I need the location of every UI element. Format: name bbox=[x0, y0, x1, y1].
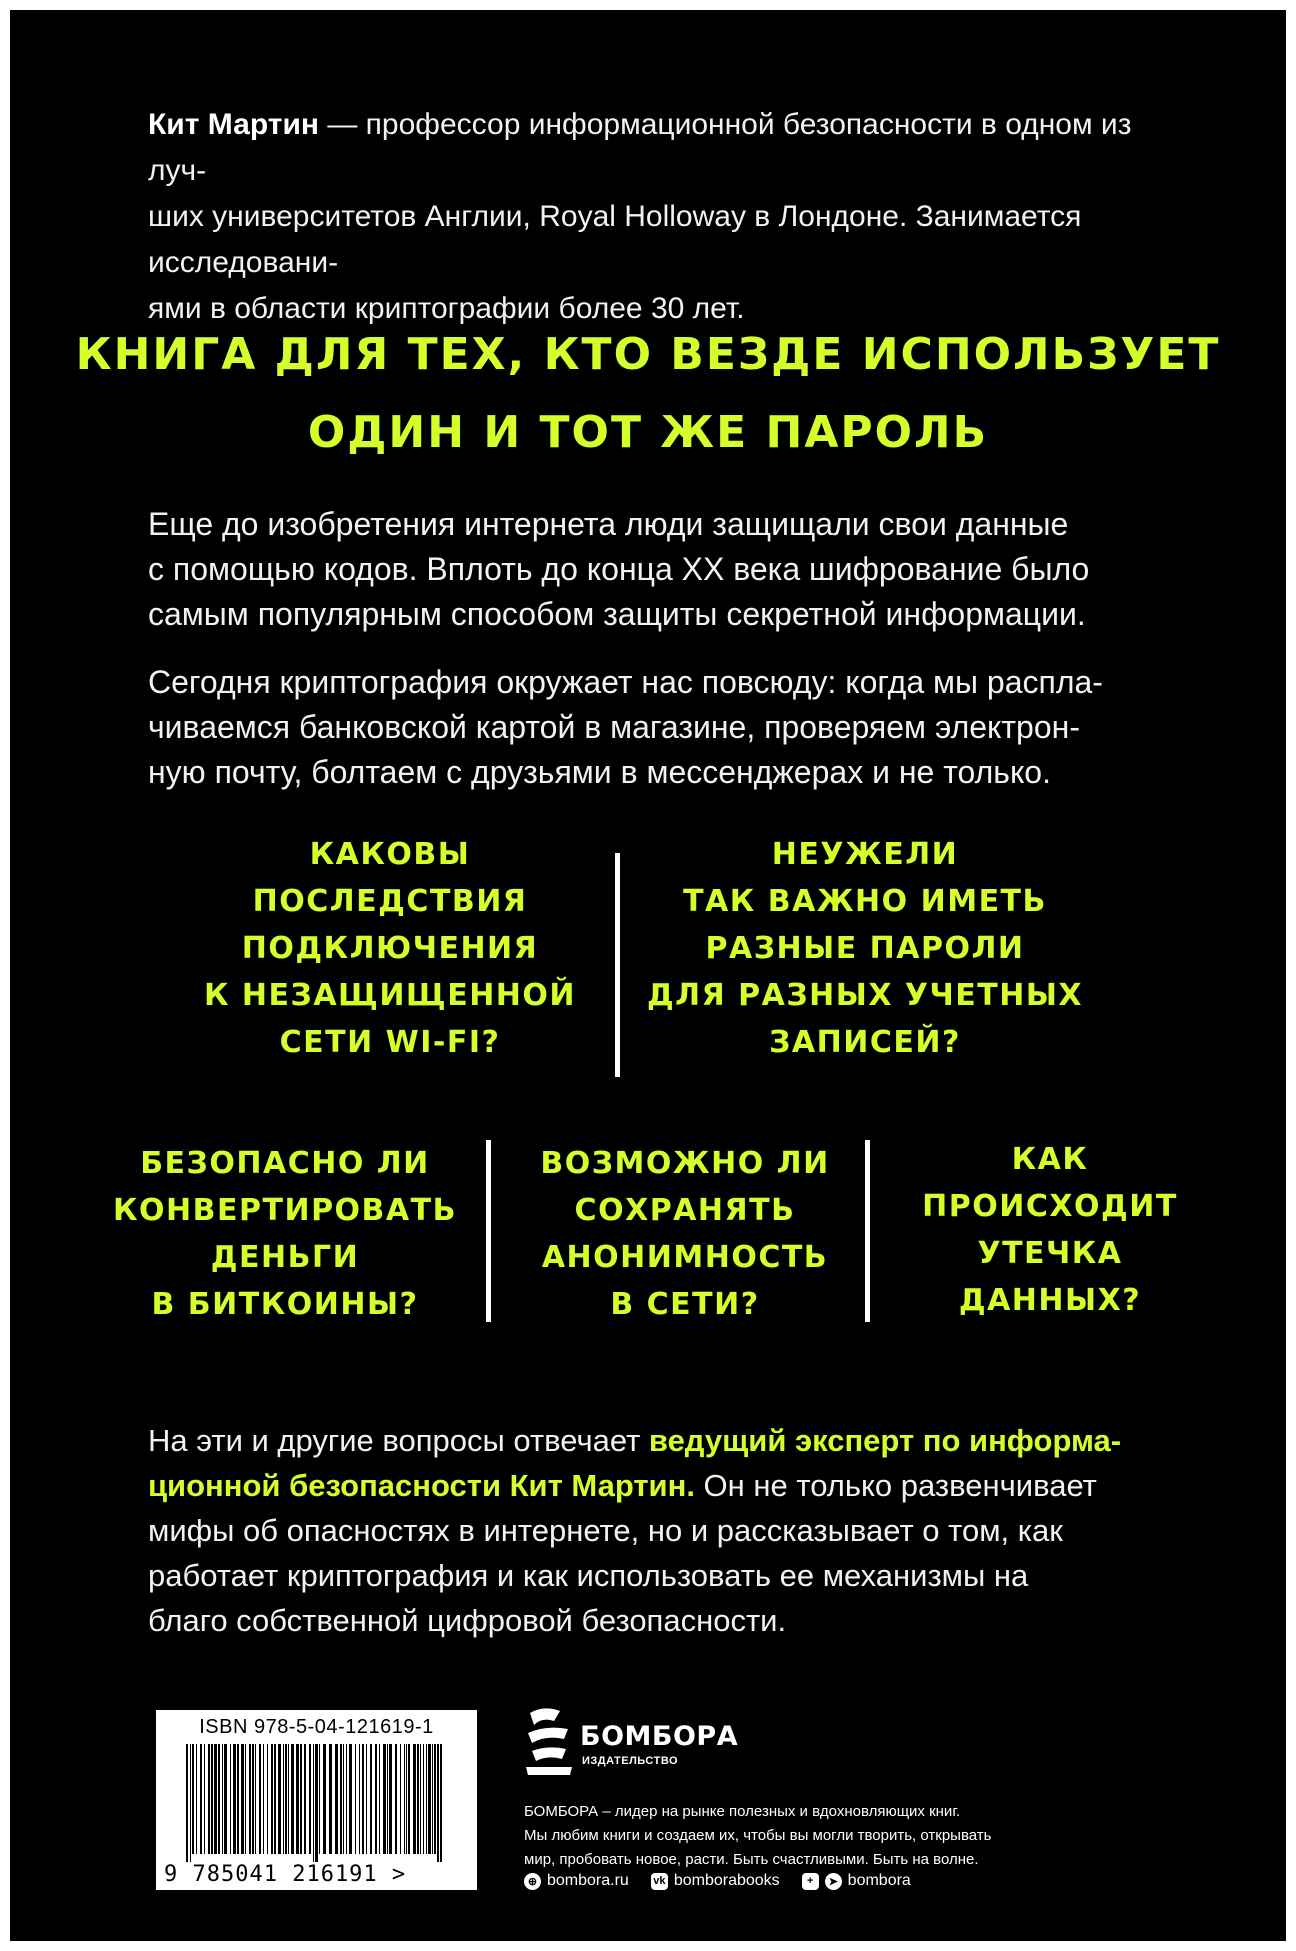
intro-p2-line: Сегодня криптография окружает нас повсюду: когда мы распла- bbox=[148, 664, 1103, 700]
intro-p1-line: Еще до изобретения интернета люди защищали свои данные bbox=[148, 506, 1069, 542]
telegram-link[interactable] bbox=[802, 1872, 911, 1890]
intro-p1-line: с помощью кодов. Вплоть до конца XX века шифрование было bbox=[148, 551, 1090, 587]
question-wifi bbox=[180, 831, 600, 1066]
question-anonymity bbox=[510, 1140, 860, 1328]
barcode-digits: 9 785041 216191 > bbox=[164, 1862, 407, 1887]
barcode-bar bbox=[214, 1744, 217, 1854]
question-line: БЕЗОПАСНО ЛИ bbox=[140, 1146, 430, 1181]
barcode-bar bbox=[186, 1744, 188, 1862]
question-data-leak bbox=[890, 1136, 1210, 1324]
globe-icon: ⊕ bbox=[524, 1873, 541, 1890]
barcode-bar bbox=[313, 1744, 314, 1862]
barcode-bar bbox=[192, 1744, 194, 1854]
question-line: СОХРАНЯТЬ bbox=[574, 1193, 796, 1228]
barcode-bar bbox=[406, 1744, 407, 1854]
barcode-bar bbox=[329, 1744, 332, 1854]
barcode-bar bbox=[211, 1744, 213, 1854]
question-line: КАКОВЫ bbox=[309, 837, 471, 872]
barcode-bar bbox=[267, 1744, 268, 1854]
barcode-bar bbox=[259, 1744, 261, 1854]
question-line: В СЕТИ? bbox=[610, 1287, 760, 1322]
bombora-logo-icon bbox=[524, 1703, 574, 1783]
barcode-bar bbox=[379, 1744, 380, 1854]
barcode-bar bbox=[304, 1744, 306, 1854]
barcode-bar bbox=[288, 1744, 289, 1854]
book-back-cover bbox=[10, 10, 1286, 1941]
barcode-bar bbox=[389, 1744, 392, 1854]
barcode-bar bbox=[237, 1744, 239, 1854]
question-line: ДЕНЬГИ bbox=[210, 1240, 360, 1275]
question-line: ДЛЯ РАЗНЫХ УЧЕТНЫХ bbox=[646, 978, 1084, 1013]
barcode-bar bbox=[413, 1744, 416, 1854]
barcode-bar bbox=[400, 1744, 401, 1854]
closing-highlight: ционной безопасности Кит Мартин. bbox=[148, 1468, 695, 1503]
plus-icon: + bbox=[802, 1873, 819, 1890]
question-line: ДАННЫХ? bbox=[958, 1283, 1142, 1318]
author-name: Кит Мартин bbox=[148, 108, 320, 141]
intro-p1-line: самым популярным способом защиты секретной информации. bbox=[148, 596, 1086, 632]
barcode-bar bbox=[366, 1744, 367, 1854]
barcode-bar bbox=[349, 1744, 352, 1854]
barcode-bar bbox=[340, 1744, 342, 1854]
barcode-bar bbox=[343, 1744, 344, 1854]
question-line: РАЗНЫЕ ПАРОЛИ bbox=[705, 931, 1025, 966]
barcode-bar bbox=[208, 1744, 210, 1854]
barcode-bar bbox=[362, 1744, 364, 1854]
closing-text: благо собственной цифровой безопасности. bbox=[148, 1603, 787, 1638]
publisher-socials bbox=[524, 1872, 911, 1890]
publisher-desc-line: БОМБОРА – лидер на рынке полезных и вдохновляющих книг. bbox=[524, 1803, 961, 1820]
barcode-bar bbox=[434, 1744, 436, 1854]
intro-p2-line: чиваемся банковской картой в магазине, проверяем электрон- bbox=[148, 709, 1080, 745]
barcode-bar bbox=[255, 1744, 256, 1854]
barcode-bar bbox=[224, 1744, 227, 1854]
tagline bbox=[70, 316, 1226, 472]
website-link[interactable] bbox=[524, 1872, 629, 1890]
author-bio-line3: ями в области криптографии более 30 лет. bbox=[148, 292, 745, 325]
question-line: ПОДКЛЮЧЕНИЯ bbox=[241, 931, 539, 966]
divider bbox=[865, 1140, 870, 1322]
closing-text: На эти и другие вопросы отвечает bbox=[148, 1423, 649, 1458]
barcode-bar bbox=[428, 1744, 431, 1854]
publisher-desc-line: Мы любим книги и создаем их, чтобы вы могли творить, открывать bbox=[524, 1827, 992, 1844]
barcode-bar bbox=[241, 1744, 244, 1854]
barcode-bar bbox=[437, 1744, 439, 1862]
barcode-bar bbox=[387, 1744, 388, 1854]
barcode-bar bbox=[355, 1744, 356, 1854]
question-line: КАК bbox=[1011, 1142, 1089, 1177]
barcode-bar bbox=[200, 1744, 202, 1854]
barcode-bar bbox=[296, 1744, 299, 1854]
divider bbox=[486, 1140, 491, 1322]
publisher-name: БОМБОРА bbox=[580, 1721, 739, 1752]
question-line: СЕТИ WI-FI? bbox=[279, 1025, 501, 1060]
closing-text: мифы об опасностях в интернете, но и рассказывает о том, как bbox=[148, 1513, 1063, 1548]
author-bio-line2: ших университетов Англии, Royal Holloway в Лондоне. Занимается исследовани- bbox=[148, 200, 1082, 279]
barcode-bar bbox=[319, 1744, 320, 1854]
intro-paragraph-1 bbox=[148, 502, 1178, 637]
barcode-bar bbox=[263, 1744, 264, 1854]
barcode-bar bbox=[218, 1744, 220, 1854]
barcode-bar bbox=[274, 1744, 276, 1854]
vk-text: bomborabooks bbox=[673, 1872, 780, 1889]
barcode-bar bbox=[370, 1744, 372, 1854]
isbn-number: ISBN 978-5-04-121619-1 bbox=[199, 1716, 434, 1738]
telegram-text: bombora bbox=[847, 1872, 911, 1889]
website-text: bombora.ru bbox=[547, 1872, 629, 1889]
tagline-line2: ОДИН И ТОТ ЖЕ ПАРОЛЬ bbox=[307, 407, 989, 458]
publisher-description bbox=[524, 1800, 1084, 1872]
barcode-bar bbox=[222, 1744, 223, 1854]
author-bio bbox=[148, 102, 1168, 332]
barcode-bar bbox=[426, 1744, 427, 1854]
barcode-bar bbox=[408, 1744, 410, 1854]
barcode-bar bbox=[335, 1744, 338, 1854]
barcode-bar bbox=[190, 1744, 191, 1862]
barcode-bar bbox=[315, 1744, 318, 1862]
barcode-bar bbox=[423, 1744, 424, 1854]
barcode-bar bbox=[395, 1744, 397, 1854]
question-line: ТАК ВАЖНО ИМЕТЬ bbox=[683, 884, 1047, 919]
barcode-bar bbox=[309, 1744, 311, 1854]
tagline-line1: КНИГА ДЛЯ ТЕХ, КТО ВЕЗДЕ ИСПОЛЬЗУЕТ bbox=[75, 329, 1221, 380]
publisher-desc-line: мир, пробовать новое, расти. Быть счастливыми. Быть на волне. bbox=[524, 1851, 979, 1868]
closing-highlight: ведущий эксперт по информа- bbox=[648, 1423, 1122, 1458]
question-line: УТЕЧКА bbox=[977, 1236, 1123, 1271]
barcode-bar bbox=[196, 1744, 197, 1854]
barcode-bar bbox=[204, 1744, 205, 1854]
question-line: КОНВЕРТИРОВАТЬ bbox=[113, 1193, 457, 1228]
barcode-bar bbox=[278, 1744, 281, 1854]
barcode-bar bbox=[359, 1744, 360, 1854]
barcode bbox=[156, 1710, 477, 1890]
question-line: АНОНИМНОСТЬ bbox=[541, 1240, 829, 1275]
question-line: К НЕЗАЩИЩЕННОЙ bbox=[203, 978, 577, 1013]
barcode-bar bbox=[404, 1744, 405, 1854]
telegram-icon: ➤ bbox=[825, 1873, 842, 1890]
barcode-bar bbox=[271, 1744, 273, 1854]
barcode-bar bbox=[417, 1744, 419, 1854]
question-bitcoin bbox=[100, 1140, 470, 1328]
barcode-bar bbox=[432, 1744, 433, 1854]
closing-paragraph bbox=[148, 1418, 1188, 1643]
barcode-bar bbox=[440, 1744, 442, 1862]
closing-text: Он не только развенчивает bbox=[694, 1468, 1097, 1503]
barcode-bar bbox=[230, 1744, 231, 1854]
barcode-bar bbox=[323, 1744, 326, 1854]
question-line: ПРОИСХОДИТ bbox=[922, 1189, 1178, 1224]
vk-icon: vk bbox=[651, 1873, 668, 1890]
barcode-bar bbox=[245, 1744, 246, 1854]
barcode-bar bbox=[300, 1744, 302, 1854]
question-passwords bbox=[640, 831, 1090, 1066]
author-bio-line1: — профессор информационной безопасности в одном из луч- bbox=[148, 108, 1132, 187]
barcode-bar bbox=[375, 1744, 377, 1854]
barcode-bar bbox=[283, 1744, 284, 1854]
vk-link[interactable] bbox=[651, 1872, 780, 1890]
barcode-bar bbox=[252, 1744, 254, 1854]
question-line: НЕУЖЕЛИ bbox=[771, 837, 959, 872]
barcode-bar bbox=[233, 1744, 236, 1854]
barcode-bar bbox=[249, 1744, 251, 1854]
question-line: ВОЗМОЖНО ЛИ bbox=[540, 1146, 830, 1181]
intro-p2-line: ную почту, болтаем с друзьями в мессенджерах и не только. bbox=[148, 754, 1051, 790]
question-line: ПОСЛЕДСТВИЯ bbox=[252, 884, 528, 919]
barcode-bar bbox=[383, 1744, 386, 1854]
barcode-bar bbox=[420, 1744, 421, 1854]
closing-text: работает криптография и как использовать ее механизмы на bbox=[148, 1558, 1029, 1593]
question-line: В БИТКОИНЫ? bbox=[151, 1287, 419, 1322]
publisher-subtitle: ИЗДАТЕЛЬСТВО bbox=[582, 1755, 679, 1767]
barcode-bar bbox=[285, 1744, 287, 1854]
intro-paragraph-2 bbox=[148, 660, 1178, 795]
barcode-bar bbox=[291, 1744, 294, 1854]
barcode-bar bbox=[346, 1744, 347, 1854]
divider bbox=[615, 853, 620, 1077]
question-line: ЗАПИСЕЙ? bbox=[769, 1025, 961, 1060]
